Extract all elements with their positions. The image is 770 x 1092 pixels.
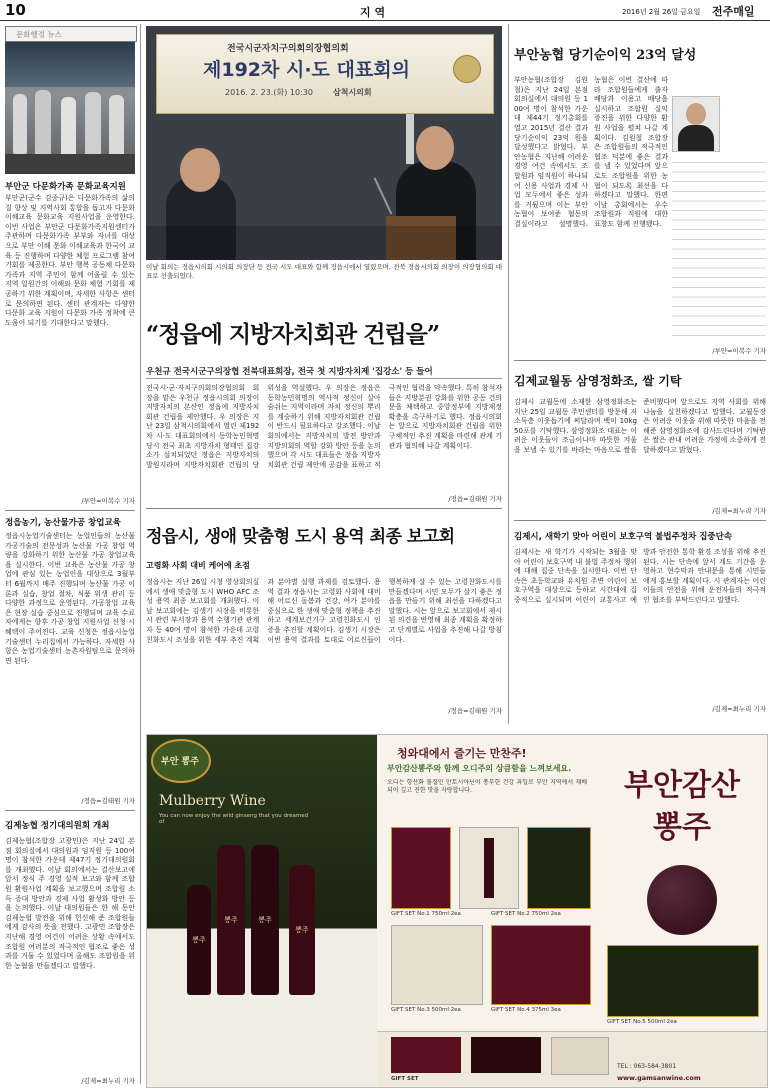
gift-set-label: GIFT SET No.4 375ml 3ea	[491, 1007, 561, 1013]
article-body: 정읍시농업기술센터는 농업인들의 농산물 가공기술의 전문성과 농산물 가공 창업 역량을 강화하기 위한 농산물 가공 창업교육을 실시한다. 이번 교육은 농산물 가공 창업에 관심 있는 농업인을 대상으로 3월부터 6월까지 매주 진행되며 농산물 가공 이론과 실습, 창업 절차, 식품 위생 관리 등 다양한 과정으로 운영된다. 가공창업 교육은 현장 실습 중심으로 진행되며 교육 수료자에게는 향후 가공 창업 지원사업 신청 시 혜택이 주어진다. 교육 신청은 정읍시농업기술센터 누리집에서 가능하다. 자세한 사항은 농업기술센터 농촌자원팀으로 문의하면 된다.	[5, 532, 135, 665]
wine-advertisement	[146, 734, 768, 1088]
gift-box	[491, 925, 591, 1005]
portrait-photo	[672, 96, 720, 152]
section-title-box	[5, 26, 137, 42]
meeting-banner	[156, 34, 494, 114]
right-article-title: 부안농협 당기순이익 23억 달성	[514, 48, 697, 63]
article-title: 부안군 다문화가족 문화교육지원	[5, 182, 126, 192]
article-title: 김제농협 정기대의원회 개최	[5, 821, 110, 831]
page-header	[0, 0, 770, 21]
photo-caption: 이날 회의는 정읍시의회 시의회 의장단 등 전국 시도 대표와 함께 정읍시에서 열렸으며, 전북 정읍시의회 의장이 의장협의회 대표로 선출되었다.	[146, 263, 502, 280]
ad-brand-sub: You can now enjoy the wild ginseng that you dreamed of	[159, 813, 309, 825]
bottle-label: 뽕주	[192, 936, 206, 944]
section-name: 지 역	[360, 6, 386, 19]
bottle-label: 뽕주	[258, 916, 272, 924]
right-article-byline: /부안=이복수 기자	[712, 347, 766, 355]
main-headline: “정읍에 지방자치회관 건립을”	[146, 321, 440, 348]
gift-box	[391, 925, 483, 1005]
newspaper-name: 전주매일	[712, 5, 755, 18]
article-byline: /정읍=김태원 기자	[81, 797, 135, 805]
second-subheadline: 고령화 사회 대비 케어에 초점	[146, 561, 250, 570]
right-article-body: 부안농협(조합장 김원철)은 지난 24일 본점 회의실에서 대의원 등 100여 명이 참석한 가운데 제44기 정기총회를 열고 2015년 결산 결과 당기순이익 23억 원을 달성했다고 밝혔다. 부안농협은 지난해 어려운 경영 여건 속에서도 조합원과 임직원이 하나되어 신용 사업과 경제 사업 모두에서 좋은 성과를 거뒀으며 이는 부안 농협이 보여준 협동의 결실이라고 설명했다. 농협은 이번 결산에 따라 조합원들에게 출자 배당과 이용고 배당을 실시하고 조합원 실익 증진을 위한 다양한 환원 사업을 펼쳐 나갈 계획이다. 김원철 조합장은 조합원들의 적극적인 협조 덕분에 좋은 결과를 낼 수 있었다며 앞으로도 조합원을 위한 농협이 되도록 최선을 다하겠다고 말했다. 한편 이날 총회에서는 우수 조합원과 직원에 대한 표창도 함께 진행됐다.	[514, 76, 668, 228]
flag-icon	[406, 114, 414, 164]
gift-box	[527, 827, 591, 909]
meeting-photo	[146, 26, 502, 260]
ad-phone: TEL : 063-584-3801	[617, 1063, 677, 1070]
right-article-title: 김제시, 새학기 맞아 어린이 보호구역 불법주정차 집중단속	[514, 532, 733, 542]
banner-line-4: 삼척시의회	[333, 88, 372, 97]
ad-badge	[151, 739, 211, 783]
gift-box	[471, 1037, 541, 1073]
right-article-title: 김제교월동 삼영정화조, 쌀 기탁	[514, 374, 682, 388]
article-title: 정읍농기, 농산물가공 창업교육	[5, 518, 121, 528]
ad-big-name: 부안감산 뽕주	[624, 768, 740, 845]
grape-icon	[647, 865, 717, 935]
microphone-icon	[374, 177, 393, 214]
gift-box	[391, 1037, 461, 1073]
right-article-body-cont	[672, 156, 766, 342]
bottle-label: 뽕주	[224, 916, 238, 924]
ad-description: 오디는 항산화 물질인 안토시아닌이 풍부한 건강 과일로 부안 지역에서 재배되어 깊고 진한 맛을 자랑합니다.	[387, 779, 587, 794]
ad-headline: 청와대에서 즐기는 만찬주!	[397, 747, 527, 760]
article-body: 김제농협(조합장 고광민)은 지난 24일 본점 회의실에서 대의원과 임직원 등 100여 명이 참석한 가운데 제47기 정기대의원회를 개최했다. 이날 회의에서는 결산보고에 앞서 정식 주 경영 실적 보고와 함께 조합원 환원사업 계획을 보고했으며 조합원 소득 증대 방안과 경제 사업 활성화 방안 등을 논의했다. 이날 대의원들은 한 해 동안 김제농협 발전을 위해 헌신해 준 조합원들에게 감사의 뜻을 전했다. 고광민 조합장은 지난해 경영 여건이 어려운 상황 속에서도 조합원 여러분의 적극적인 협조로 좋은 성과를 거둘 수 있었다며 올해도 조합원을 위한 농협을 만들겠다고 말했다.	[5, 837, 135, 970]
dance-photo	[5, 42, 135, 174]
article-byline: /김제=최누리 기자	[81, 1077, 135, 1085]
gift-set-label: GIFT SET No.3 500ml 2ea	[391, 1007, 461, 1013]
gift-box	[459, 827, 519, 909]
main-article-body: 전국시·군·자치구의회의장협의회 회장을 맡은 우천규 정읍시의회 의장이 지방자치의 본산인 정읍에 지방자치회관 건립을 제안했다. 우 의장은 지난 23일 삼척시의회에서 열린 제192차 시·도 대표회의에서 동학농민혁명 당시 전국 최초 지방자치 형태인 집강소가 설치되었던 정읍은 지방자치의 발원지라며 지방자치회관 건립의 당위성을 역설했다. 우 의장은 정읍은 동학농민혁명의 역사적 정신이 살아 숨쉬는 지역이라며 자치 정신의 뿌리를 계승하기 위해 지방자치회관 건립이 반드시 필요하다고 강조했다. 이날 회의에서는 지방자치의 발전 방안과 지방의회의 역할 강화 방안 등을 논의했으며 각 시도 대표들은 정읍 지방자치회관 건립 제안에 공감을 표하고 적극적인 협력을 약속했다. 특히 참석자들은 지방분권 강화를 위한 공동 건의문을 채택하고 중앙정부에 지방재정 확충을 촉구하기로 했다. 정읍시의회는 앞으로 지방자치회관 건립을 위한 구체적인 추진 계획을 마련해 관계 기관과 협의해 나갈 계획이다.	[146, 384, 502, 469]
ad-badge-text: 부안 뽕주	[161, 757, 199, 767]
gift-box	[391, 827, 451, 909]
banner-line-1: 전국시군자치구의회의장협의회	[227, 44, 349, 54]
wine-bottle	[217, 845, 245, 995]
right-article-byline: /김제=최누리 기자	[712, 507, 766, 515]
second-article-body: 정읍시는 지난 26일 시청 영상회의실에서 생애 맞춤형 도시 WHO AFC 조성 용역 최종 보고회를 개최했다. 이날 보고회에는 김생기 시장을 비롯한 시 관련 부서장과 용역 수행기관 관계자 등 40여 명이 참석한 가운데 고령친화도시 조성을 위한 세부 추진 계획과 분야별 실행 과제를 검토했다. 용역 결과 정읍시는 고령화 사회에 대비해 어르신 돌봄과 건강, 여가 분야를 중심으로 한 생애 맞춤형 정책을 추진하고 세계보건기구 고령친화도시 인증을 추진할 계획이다. 김생기 시장은 이번 용역 결과를 토대로 어르신들이 행복하게 살 수 있는 고령친화도시를 만들겠다며 시민 모두가 살기 좋은 정읍을 만들기 위해 최선을 다하겠다고 말했다. 시는 앞으로 보고회에서 제시된 의견을 반영해 최종 계획을 확정하고 단계별로 사업을 추진해 나갈 방침이다.	[146, 578, 502, 644]
main-subheadline: 우천규 전국시군구의장협 전북대표회장, 전국 첫 지방자치제 '집강소' 등 들어	[146, 367, 433, 377]
gift-set-label: GIFT SET No.1 750ml 2ea	[391, 911, 461, 917]
main-article-byline: /정읍=김태원 기자	[448, 495, 502, 503]
right-article-body: 김제시는 새 학기가 시작되는 3월을 맞아 어린이 보호구역 내 불법 주정차 행위에 대해 집중 단속을 실시한다. 이번 단속은 초등학교와 유치원 주변 어린이 보호구역을 대상으로 등하교 시간대에 집중적으로 실시되며 어린이 교통사고 예방과 안전한 통학 환경 조성을 위해 추진된다. 시는 단속에 앞서 계도 기간을 운영하고 현수막과 안내문을 통해 시민들에게 홍보할 계획이다. 시 관계자는 어린이들의 안전을 위해 운전자들의 적극적인 협조를 부탁드린다고 말했다.	[514, 548, 766, 604]
second-headline: 정읍시, 생애 맞춤형 도시 용역 최종 보고회	[146, 527, 455, 547]
section-title-box-text: 문화행정 뉴스	[16, 30, 62, 39]
gift-box	[607, 945, 759, 1017]
wine-bottle	[187, 885, 211, 995]
ad-headline-2: 부안감산뽕주와 함께 오디주의 상큼함을 느껴보세요.	[387, 764, 572, 773]
gift-set-label: GIFT SET No.2 750ml 2ea	[491, 911, 561, 917]
left-column	[5, 26, 135, 1088]
gift-set-label: GIFT SET No.5 500ml 2ea	[607, 1019, 677, 1025]
issue-date: 2016년 2월 26일 금요일	[622, 8, 701, 16]
right-article-byline: /김제=최누리 기자	[712, 705, 766, 713]
wine-bottle	[289, 865, 315, 995]
right-article-body: 김제시 교월동에 소재한 삼영정화조는 지난 25일 교월동 주민센터를 방문해 저소득층 이웃돕기에 써달라며 백미 10kg 50포를 기탁했다. 삼영정화조 대표는 어려운 이웃들이 조금이나마 따뜻한 겨울을 보낼 수 있기를 바라는 마음으로 쌀을 준비했다며 앞으로도 지역 사회를 위해 나눔을 실천하겠다고 말했다. 교월동장은 어려운 이웃을 위해 따뜻한 마음을 전해준 삼영정화조에 감사드린다며 기탁받은 쌀은 관내 어려운 가정에 소중하게 전달하겠다고 밝혔다.	[514, 398, 766, 454]
banner-line-2: 제192차 시·도 대표회의	[203, 59, 410, 81]
banner-line-3: 2016. 2. 23.(화) 10:30	[225, 88, 313, 97]
council-logo-icon	[453, 55, 481, 83]
ad-brand-name: Mulberry Wine	[159, 793, 266, 809]
gift-box	[551, 1037, 609, 1075]
wine-bottle	[251, 845, 279, 995]
ad-website-link[interactable]: www.gamsanwine.com	[617, 1074, 701, 1082]
bottle-label: 뽕주	[295, 926, 309, 934]
ad-gift-label: GIFT SET	[391, 1076, 419, 1082]
article-byline: /부안=이복수 기자	[81, 497, 135, 505]
second-article-byline: /정읍=김태원 기자	[448, 707, 502, 715]
page-number: 10	[5, 1, 26, 19]
article-body: 부안군(군수 김종규)은 다문화가족의 삶의 질 향상 및 지역사회 통합을 돕고자 다문화이해교육 문화교육 지원사업을 운영한다. 이번 사업은 부안군 다문화가족지원센터가 주관하며 다문화가족 부부와 자녀를 대상으로 부안 이해 문화 이해교육과 한국어 교육 등 진행하며 다양한 체험 프로그램 참여 기회를 제공한다. 부안 행복 공동체 다문화가족과 지역 주민이 함께 어울릴 수 있는 지역 일원간의 이해와 문화 체험 기회를 제공하기 위한 계획이며, 자세한 사항은 센터로 문의하면 된다. 센터 관계자는 다양한 다문화 교육 지원이 다문화 가족 정착에 큰 도움이 되기를 기대한다고 말했다.	[5, 194, 135, 327]
